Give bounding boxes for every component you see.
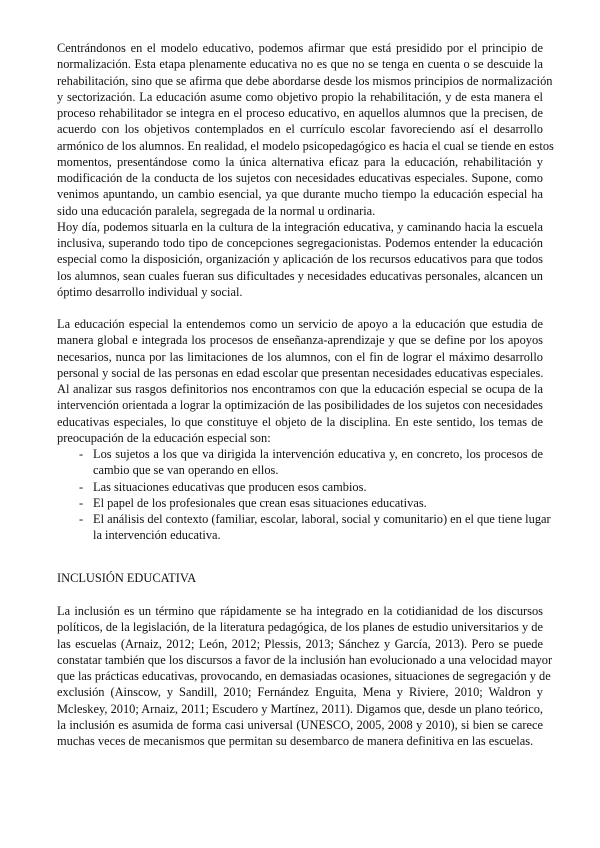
bullet-dash: - <box>79 479 84 494</box>
paragraph-educacion-especial <box>57 316 543 446</box>
paragraph-integracion-educativa <box>57 219 543 300</box>
text-line: armónico de los alumnos. En realidad, el modelo psicopedagógico es hacia el cual se tiende en estos <box>57 138 554 153</box>
bullet-dash: - <box>79 495 84 510</box>
text-line: proceso rehabilitador se integra en el proceso educativo, en aquellos alumnos que la precisen, de <box>57 106 543 120</box>
list-item <box>57 511 551 544</box>
list-item <box>57 446 543 479</box>
text-line: preocupación de la educación especial son: <box>57 430 271 445</box>
text-line: Hoy día, podemos situarla en la cultura de la integración educativa, y caminando hacia la escuela <box>57 219 543 234</box>
text-line: la inclusión es asumida de forma casi universal (UNESCO, 2005, 2008 y 2010), si bien se carece <box>57 717 543 732</box>
text-line: manera global e integrada los procesos de enseñanza-aprendizaje y que se define por los apoyos <box>57 333 543 348</box>
list-item <box>57 479 543 495</box>
text-line: especial como la disposición, organización y aplicación de los recursos educativos para que todos <box>57 252 543 267</box>
text-line: los alumnos, sean cuales fueran sus dificultades y necesidades educativas personales, alcancen un <box>57 268 543 283</box>
text-line: venimos apuntando, un cambio esencial, ya que durante mucho tiempo la educación especial ha <box>57 187 543 202</box>
text-line: Al analizar sus rasgos definitorios nos encontramos con que la educación especial se ocupa de la <box>57 382 543 396</box>
text-line: las escuelas (Arnaiz, 2012; León, 2012; Plessis, 2013; Sánchez y García, 2013). Pero se puede <box>57 636 543 651</box>
text-line: Mcleskey, 2010; Arnaiz, 2011; Escudero y Martínez, 2011). Digamos que, desde un plano teórico, <box>57 701 543 716</box>
text-line: muchas veces de mecanismos que permitan su desembarco de manera definitiva en las escuelas. <box>57 734 534 748</box>
text-line: Los sujetos a los que va dirigida la intervención educativa y, en concreto, los procesos de <box>93 447 543 461</box>
bullet-list <box>57 446 551 544</box>
text-line: óptimo desarrollo individual y social. <box>57 284 243 299</box>
paragraph-modelo-educativo <box>57 40 554 219</box>
text-line: inclusiva, superando todo tipo de concepciones segregacionistas. Podemos entender la educación <box>57 236 543 250</box>
section-heading: INCLUSIÓN EDUCATIVA <box>57 571 197 585</box>
text-line: cambio que se van operando en ellos. <box>93 463 279 478</box>
text-line: Las situaciones educativas que producen esos cambios. <box>93 479 367 494</box>
text-line: la intervención educativa. <box>93 528 221 543</box>
text-line: modificación de la conducta de los sujetos con necesidades educativas especiales. Supone, como <box>57 171 543 185</box>
text-line: necesarios, nunca por las limitaciones de los alumnos, con el fin de lograr el máximo desarrollo <box>57 349 543 364</box>
text-line: normalización. Esta etapa plenamente educativa no es que no se tenga en cuenta o se descuide la <box>57 57 543 72</box>
bullet-dash: - <box>79 512 84 526</box>
text-line: políticos, de la legislación, de la literatura pedagógica, de los planes de estudio universitarios y de <box>57 620 543 635</box>
text-line: educativas especiales, lo que constituye el objeto de la disciplina. En este sentido, los temas de <box>57 414 543 429</box>
text-line: intervención orientada a lograr la optimización de las posibilidades de los sujetos con necesidades <box>57 398 543 413</box>
text-line: La educación especial la entendemos como un servicio de apoyo a la educación que estudia de <box>57 317 543 331</box>
text-line: El papel de los profesionales que crean esas situaciones educativas. <box>93 495 427 510</box>
text-line: El análisis del contexto (familiar, escolar, laboral, social y comunitario) en el que tiene lugar <box>93 512 551 526</box>
list-item <box>57 495 543 511</box>
text-line: que las prácticas educativas, provocando, en demasiadas ocasiones, situaciones de segregación y de <box>57 669 551 683</box>
text-line: Centrándonos en el modelo educativo, podemos afirmar que está presidido por el principio de <box>57 41 543 55</box>
bullet-dash: - <box>79 447 84 461</box>
text-line: rehabilitación, sino que se afirma que debe abordarse desde los mismos principios de normalización <box>57 73 553 88</box>
text-line: La inclusión es un término que rápidamente se ha integrado en la cotidianidad de los discursos <box>57 604 543 618</box>
text-line: y sectorización. La educación asume como objetivo propio la rehabilitación, y de esta manera el <box>57 89 543 104</box>
paragraph-inclusion <box>57 603 553 749</box>
text-line: sido una educación paralela, segregada de la normal u ordinaria. <box>57 203 376 218</box>
text-line: acuerdo con los objetivos contemplados en el currículo escolar favoreciendo así el desarrollo <box>57 122 543 137</box>
text-line: momentos, presentándose como la única alternativa eficaz para la educación, rehabilitación y <box>57 154 543 169</box>
text-line: exclusión (Ainscow, y Sandill, 2010; Fernández Enguita, Mena y Riviere, 2010; Waldron y <box>57 685 543 700</box>
text-line: constatar también que los discursos a favor de la inclusión han evolucionado a una velocidad mayor <box>57 652 553 667</box>
text-line: personal y social de las personas en edad escolar que presentan necesidades educativas especiales. <box>57 365 544 380</box>
